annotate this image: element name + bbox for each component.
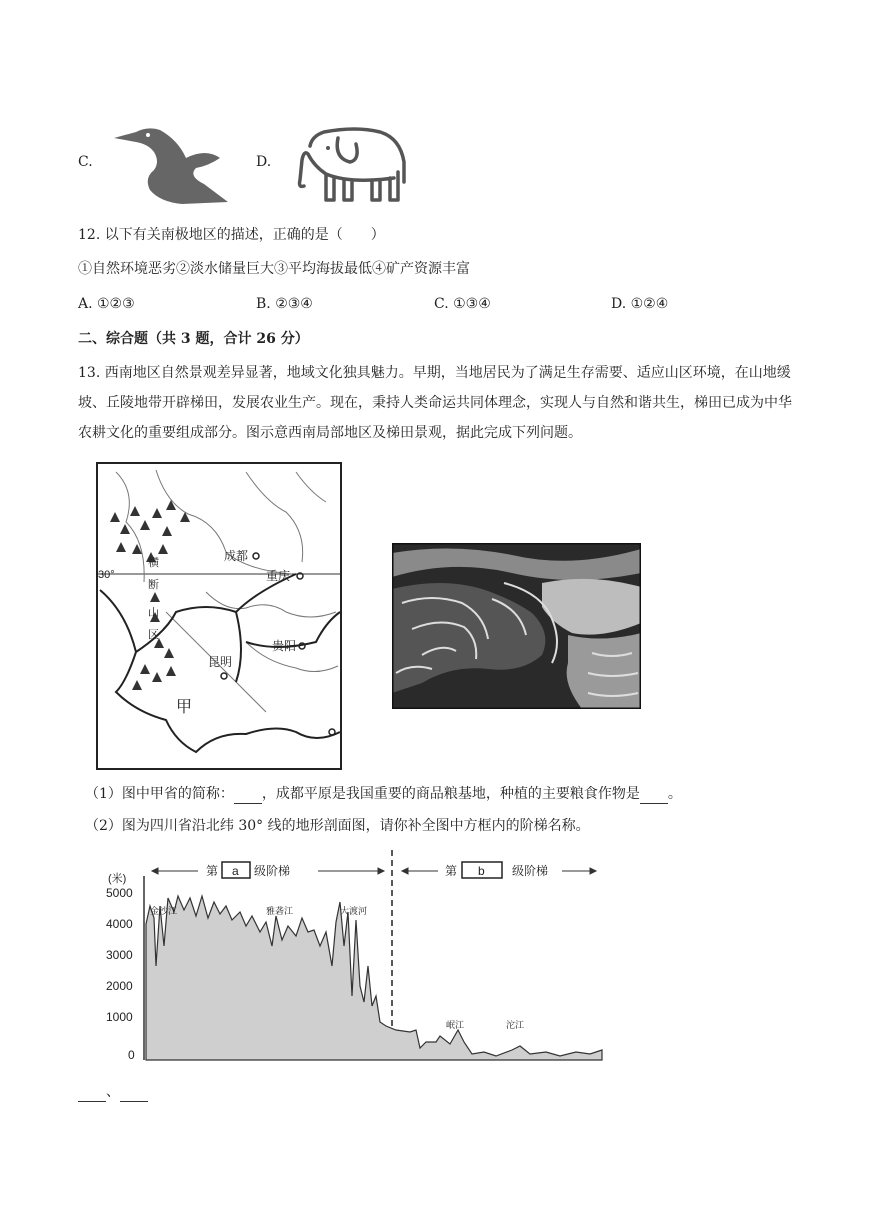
q12-option-b: B. ②③④ [256,296,313,312]
step-left-prefix: 第 [206,864,219,878]
step-box-a-label: a [232,864,239,878]
answer-separator: 、 [106,1084,120,1100]
peak-label-yalong: 雅砻江 [266,906,294,916]
profile-unit: (米) [108,873,127,885]
map-label-latitude: 30° [98,569,115,581]
answer-blank-crop[interactable] [640,789,668,804]
map-label-kunming: 昆明 [208,655,233,669]
q12-statements: ①自然环境恶劣②淡水储量巨大③平均海拔最低④矿产资源丰富 [78,261,470,277]
terrace-photo [392,543,641,709]
terrain-profile [100,846,606,1072]
q13-sub1-part1: （1）图中甲省的简称： [85,786,234,802]
step-left-suffix: 级阶梯 [254,864,291,878]
step-box-b-label: b [478,864,485,878]
q12-option-d: D. ①②④ [611,296,669,312]
step-right-suffix: 级阶梯 [512,864,549,878]
q13-sub1-part3: 。 [667,786,682,802]
map-label-chongqing: 重庆 [266,569,291,583]
answer-blank-a[interactable] [78,1087,106,1102]
option-d-label: D. [256,154,272,170]
q12-stem: 12. 以下有关南极地区的描述，正确的是（ ） [78,227,385,243]
y-tick-5000: 5000 [106,886,133,900]
peak-label-tuo: 沱江 [506,1020,525,1030]
q12-option-c: C. ①③④ [434,296,491,312]
answer-blank-b[interactable] [120,1087,148,1102]
peak-label-jinsha: 金沙江 [150,906,178,916]
map-label-chengdu: 成都 [224,549,249,563]
q13-sub1-part2: ，成都平原是我国重要的商品粮基地，种植的主要粮食作物是 [261,786,640,802]
penguin-icon [108,118,234,210]
peak-label-min: 岷江 [446,1020,465,1030]
y-tick-1000: 1000 [106,1010,133,1024]
y-tick-0: 0 [128,1048,135,1062]
option-c-label: C. [78,154,93,170]
q13-sub1 [85,784,682,804]
map-label-hengduan-3: 山 [148,607,159,619]
section-heading: 二、综合题（共 3 题，合计 26 分） [78,331,309,347]
map-label-hengduan-4: 区 [148,629,159,641]
map-label-hengduan-2: 断 [148,579,159,591]
q12-option-a: A. ①②③ [78,296,135,312]
peak-label-dadu: 大渡河 [340,906,368,916]
y-tick-2000: 2000 [106,979,133,993]
q13-sub2: （2）图为四川省沿北纬 30° 线的地形剖面图，请你补全图中方框内的阶梯名称。 [85,818,590,834]
y-tick-4000: 4000 [106,917,133,931]
southwest-map [96,462,342,770]
map-label-jia: 甲 [176,699,193,716]
map-label-guiyang: 贵阳 [272,639,297,653]
step-right-prefix: 第 [445,864,458,878]
q13-sub2-answer [78,1082,148,1102]
y-tick-3000: 3000 [106,948,133,962]
map-label-hengduan-1: 横 [148,557,159,569]
elephant-icon [294,126,412,206]
q13-stem: 13. 西南地区自然景观差异显著，地域文化独具魅力。早期，当地居民为了满足生存需要、适应山区环境，在山地缓坡、丘陵地带开辟梯田，发展农业生产。现在，秉持人类命运共同体理念，实现人与自然和谐共生，梯田已成为中华农耕文化的重要组成部分。图示意西南局部地区及梯田景观，据此完成下列问题。 [78,365,792,441]
answer-blank-province[interactable] [234,789,262,804]
